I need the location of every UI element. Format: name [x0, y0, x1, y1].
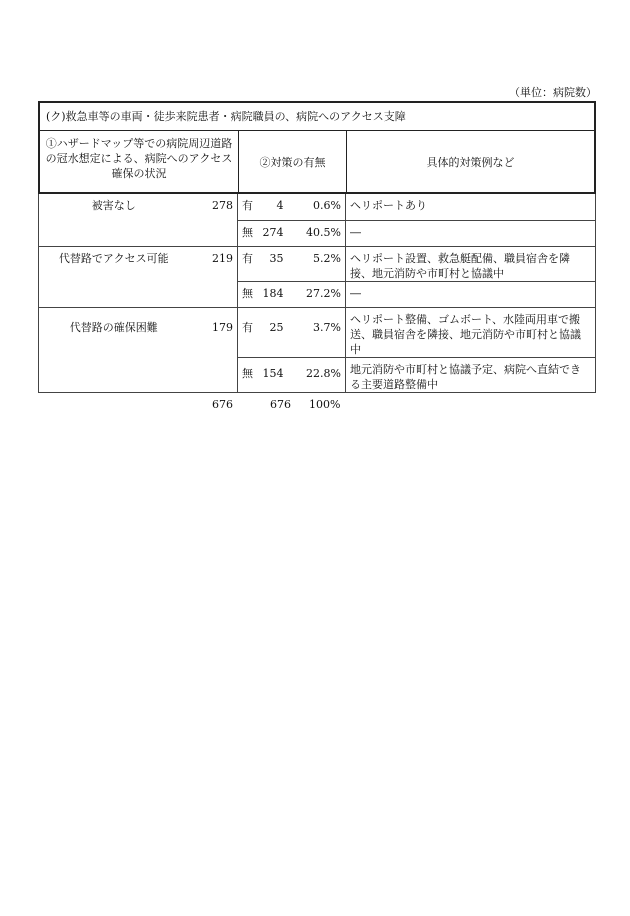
row-example: ヘリポート設置、救急艇配備、職員宿舎を隣接、地元消防や市町村と協議中 [346, 246, 596, 281]
header-countermeasure: ②対策の有無 [239, 131, 347, 192]
data-table [38, 194, 596, 393]
row-count: 154 [258, 357, 288, 392]
header-examples: 具体的対策例など [426, 155, 515, 169]
row-count: 274 [258, 220, 288, 246]
row-example: ヘリポート整備、ゴムボート、水陸両用車で搬送、職員宿舎を隣接、地元消防や市町村と協議中 [346, 307, 596, 357]
category-label: 被害なし [39, 194, 189, 246]
row-count: 25 [258, 307, 288, 357]
row-count: 4 [258, 194, 288, 220]
table-header-frame [38, 101, 596, 194]
unit-label: （単位：病院数） [509, 86, 597, 99]
yes-no-label: 無 [238, 220, 258, 246]
row-example: ― [346, 220, 596, 246]
row-percent: 40.5% [288, 220, 346, 246]
row-percent: 0.6% [288, 194, 346, 220]
yes-no-label: 有 [238, 194, 258, 220]
yes-no-label: 有 [238, 246, 258, 281]
yes-no-label: 有 [238, 307, 258, 357]
row-percent: 22.8% [288, 357, 346, 392]
row-example: 地元消防や市町村と協議予定、病院へ直結できる主要道路整備中 [346, 357, 596, 392]
table-title: (ク)救急車等の車両・徒歩来院患者・病院職員の、病院へのアクセス支障 [40, 103, 594, 131]
total-num: 676 [270, 398, 291, 411]
row-percent: 5.2% [288, 246, 346, 281]
category-count: 219 [189, 246, 238, 307]
total-percent: 100% [309, 398, 341, 411]
header-access-status: ①ハザードマップ等での病院周辺道路の冠水想定による、病院へのアクセス確保の状況 [40, 131, 239, 192]
row-example: ― [346, 281, 596, 307]
yes-no-label: 無 [238, 357, 258, 392]
table-row [39, 307, 596, 357]
total-count: 676 [212, 398, 233, 411]
yes-no-label: 無 [238, 281, 258, 307]
table-row [39, 246, 596, 281]
row-percent: 3.7% [288, 307, 346, 357]
row-example: ヘリポートあり [346, 194, 596, 220]
row-count: 184 [258, 281, 288, 307]
row-percent: 27.2% [288, 281, 346, 307]
category-label: 代替路でアクセス可能 [39, 246, 189, 307]
category-count: 179 [189, 307, 238, 392]
table-row [39, 194, 596, 220]
row-count: 35 [258, 246, 288, 281]
category-label: 代替路の確保困難 [39, 307, 189, 392]
category-count: 278 [189, 194, 238, 246]
